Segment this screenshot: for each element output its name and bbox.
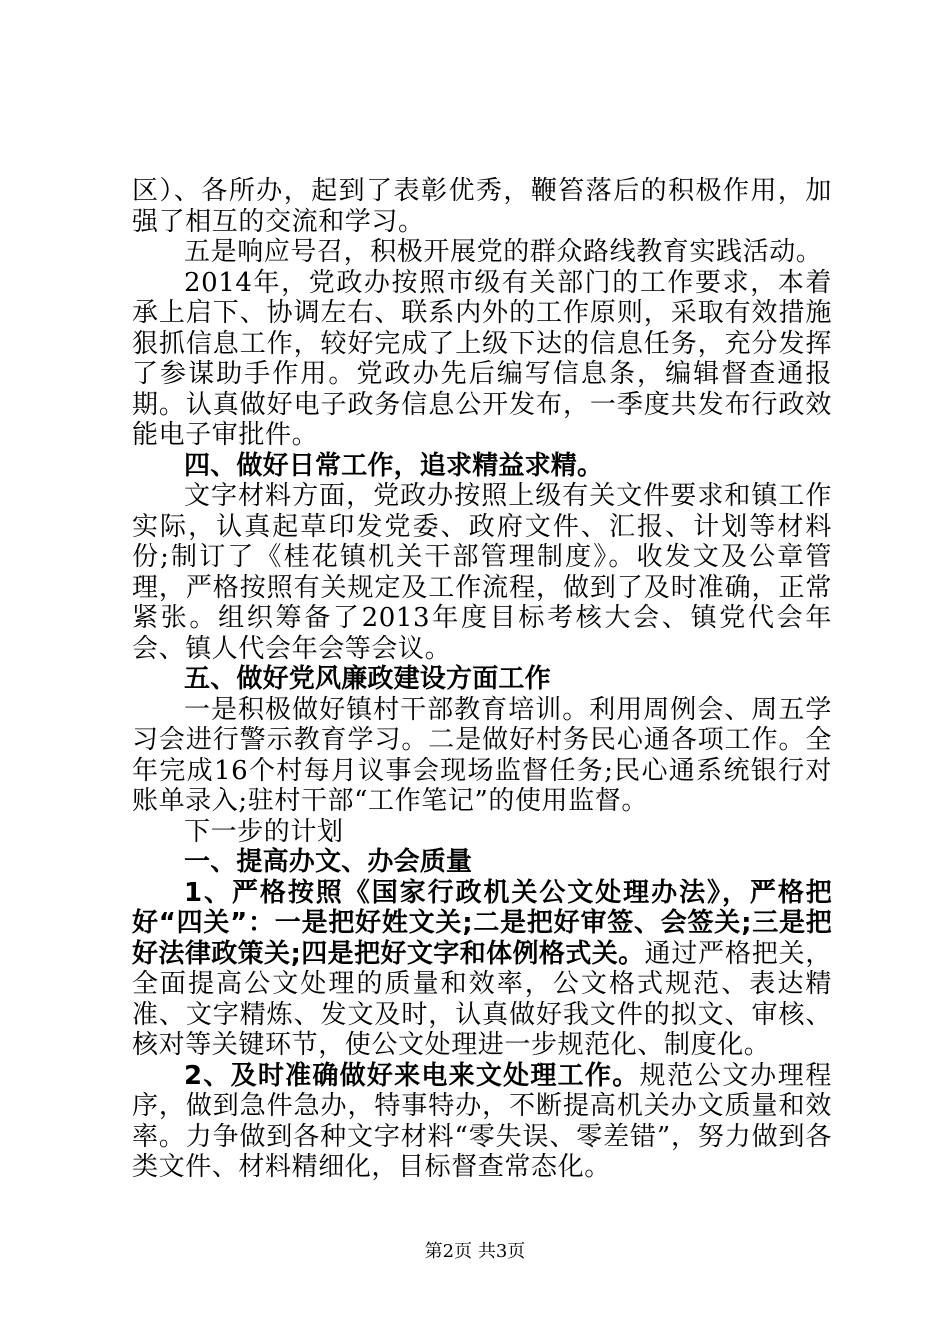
section-heading-daily-work: 四、做好日常工作，追求精益求精。 [184, 450, 604, 481]
document-body [132, 176, 832, 1183]
paragraph-item-one [132, 878, 832, 1061]
paragraph-item-two [132, 1061, 832, 1183]
paragraph-training: 一是积极做好镇村干部教育培训。利用周例会、周五学习会进行警示教育学习。二是做好村务民心通各项工作。全年完成16个村每月议事会现场监督任务;民心通系统银行对账单录入;驻村干部“工作笔记”的使用监督。 [132, 694, 832, 816]
paragraph-information-work: 2014年，党政办按照市级有关部门的工作要求，本着承上启下、协调左右、联系内外的工作原则，采取有效措施狠抓信息工作，较好完成了上级下达的信息任务，充分发挥了参谋助手作用。党政办先后编写信息条，编辑督查通报期。认真做好电子政务信息公开发布，一季度共发布行政效能电子审批件。 [132, 267, 832, 450]
paragraph-continuation: 区）、各所办，起到了表彰优秀，鞭笞落后的积极作用，加强了相互的交流和学习。 [132, 176, 832, 237]
section-heading-integrity: 五、做好党风廉政建设方面工作 [184, 664, 551, 694]
page-footer: 第2页 共3页 [424, 1241, 526, 1262]
item-one-lead: 1、严格按照《国家行政机关公文处理办法》，严格把好“四关”：一是把好姓文关;二是把好审签、会签关;三是把好法律政策关;四是把好文字和体例格式关。 [132, 877, 832, 969]
paragraph-item-five: 五是响应号召，积极开展党的群众路线教育实践活动。 [184, 237, 823, 267]
paragraph-written-materials: 文字材料方面，党政办按照上级有关文件要求和镇工作实际，认真起草印发党委、政府文件、汇报、计划等材料份;制订了《桂花镇机关干部管理制度》。收发文及公章管理，严格按照有关规定及工作流程，做到了及时准确，正常紧张。组织筹备了2013年度目标考核大会、镇党代会年会、镇人代会年会等会议。 [132, 481, 832, 664]
item-one-body: 通过严格把关，全面提高公文处理的质量和效率，公文格式规范、表达精准、文字精炼、发文及时，认真做好我文件的拟文、审核、核对等关键环节，使公文处理进一步规范化、制度化。 [132, 938, 832, 1060]
heading-next-plan: 下一步的计划 [184, 816, 344, 847]
item-two-body: 规范公文办理程序，做到急件急办，特事特办，不断提高机关办文质量和效率。力争做到各种文字材料“零失误、零差错”，努力做到各类文件、材料精细化，目标督查常态化。 [132, 1060, 832, 1182]
section-heading-quality: 一、提高办文、办会质量 [184, 847, 473, 877]
item-two-lead: 2、及时准确做好来电来文处理工作。 [184, 1060, 640, 1091]
